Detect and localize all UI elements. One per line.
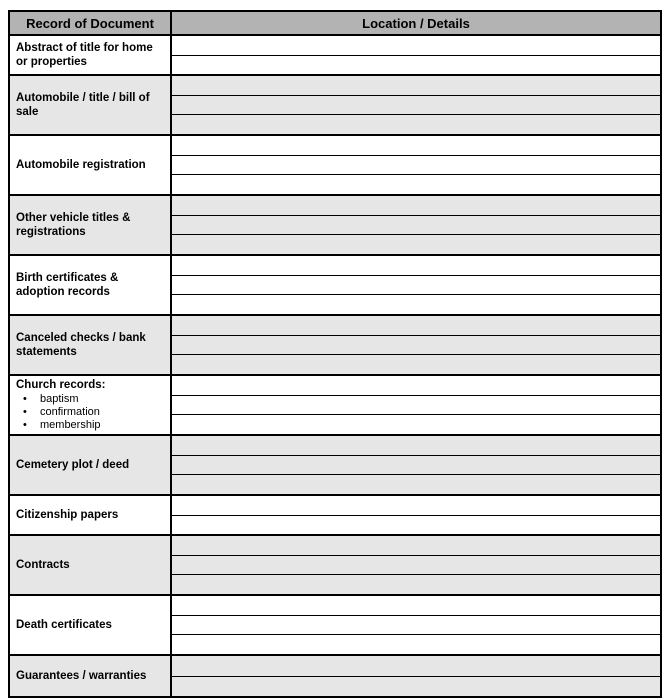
detail-blank-line: [172, 496, 660, 516]
detail-blank-line: [172, 436, 660, 456]
location-details-cell: [172, 596, 660, 654]
bullet-icon: •: [23, 406, 27, 418]
detail-blank-line: [172, 556, 660, 576]
bullet-item: [16, 393, 164, 406]
record-label: Contracts: [16, 559, 70, 571]
detail-blank-line: [172, 216, 660, 236]
location-details-cell: [172, 316, 660, 374]
record-label: Other vehicle titles & registrations: [16, 212, 131, 238]
table-row: [10, 36, 660, 76]
record-label: Canceled checks / bank statements: [16, 332, 146, 358]
bullet-label: membership: [40, 419, 101, 431]
detail-blank-line: [172, 235, 660, 254]
record-label: Church records:: [16, 379, 106, 391]
detail-blank-line: [172, 76, 660, 96]
bullet-icon: •: [23, 419, 27, 431]
record-label-cell: [10, 596, 172, 654]
location-details-cell: [172, 656, 660, 696]
column-header-record-of-document: Record of Document: [10, 12, 172, 34]
record-label-cell: [10, 36, 172, 74]
detail-blank-line: [172, 516, 660, 535]
table-row: [10, 256, 660, 316]
detail-blank-line: [172, 635, 660, 654]
detail-blank-line: [172, 256, 660, 276]
detail-blank-line: [172, 396, 660, 416]
table-row: [10, 376, 660, 436]
detail-blank-line: [172, 536, 660, 556]
record-label-cell: [10, 496, 172, 534]
record-label-cell: [10, 436, 172, 494]
table-row: [10, 596, 660, 656]
detail-blank-line: [172, 175, 660, 194]
record-label-cell: [10, 536, 172, 594]
detail-blank-line: [172, 456, 660, 476]
record-label: Cemetery plot / deed: [16, 459, 130, 471]
table-row: [10, 436, 660, 496]
record-label-cell: [10, 656, 172, 696]
column-header-location-details: Location / Details: [362, 15, 470, 31]
detail-blank-line: [172, 36, 660, 56]
record-label: Death certificates: [16, 619, 112, 631]
detail-blank-line: [172, 355, 660, 374]
table-row: [10, 316, 660, 376]
bullet-item: [16, 406, 164, 419]
detail-blank-line: [172, 336, 660, 356]
record-label-cell: [10, 316, 172, 374]
location-details-cell: [172, 256, 660, 314]
location-details-cell: [172, 36, 660, 74]
bullet-label: confirmation: [40, 406, 100, 418]
detail-blank-line: [172, 677, 660, 697]
detail-blank-line: [172, 276, 660, 296]
record-label: Citizenship papers: [16, 509, 119, 521]
table-row: [10, 656, 660, 696]
bullet-label: baptism: [40, 393, 79, 405]
location-details-cell: [172, 76, 660, 134]
table-header-row: [10, 12, 660, 36]
detail-blank-line: [172, 475, 660, 494]
record-label: Abstract of title for home or properties: [16, 42, 153, 68]
detail-blank-line: [172, 196, 660, 216]
record-label-cell: [10, 136, 172, 194]
detail-blank-line: [172, 596, 660, 616]
location-details-cell: [172, 496, 660, 534]
record-bullet-list: [16, 393, 164, 432]
location-details-cell: [172, 536, 660, 594]
table-row: [10, 496, 660, 536]
table-row: [10, 536, 660, 596]
detail-blank-line: [172, 115, 660, 134]
detail-blank-line: [172, 96, 660, 116]
detail-blank-line: [172, 156, 660, 176]
bullet-item: [16, 419, 164, 432]
record-label-cell: [10, 76, 172, 134]
detail-blank-line: [172, 295, 660, 314]
record-label-cell: [10, 376, 172, 434]
record-label: Guarantees / warranties: [16, 670, 147, 682]
location-details-cell: [172, 196, 660, 254]
record-label-cell: [10, 256, 172, 314]
location-details-cell: [172, 436, 660, 494]
table-row: [10, 196, 660, 256]
detail-blank-line: [172, 316, 660, 336]
detail-blank-line: [172, 616, 660, 636]
table-body: [10, 36, 660, 696]
detail-blank-line: [172, 136, 660, 156]
detail-blank-line: [172, 376, 660, 396]
location-details-cell: [172, 376, 660, 434]
bullet-icon: •: [23, 393, 27, 405]
record-label: Automobile registration: [16, 159, 146, 171]
detail-blank-line: [172, 656, 660, 677]
table-row: [10, 136, 660, 196]
detail-blank-line: [172, 415, 660, 434]
table-row: [10, 76, 660, 136]
record-of-document-table: [8, 10, 662, 698]
detail-blank-line: [172, 56, 660, 75]
detail-blank-line: [172, 575, 660, 594]
location-details-cell: [172, 136, 660, 194]
record-label-cell: [10, 196, 172, 254]
record-label: Automobile / title / bill of sale: [16, 92, 150, 118]
record-label: Birth certificates & adoption records: [16, 272, 119, 298]
